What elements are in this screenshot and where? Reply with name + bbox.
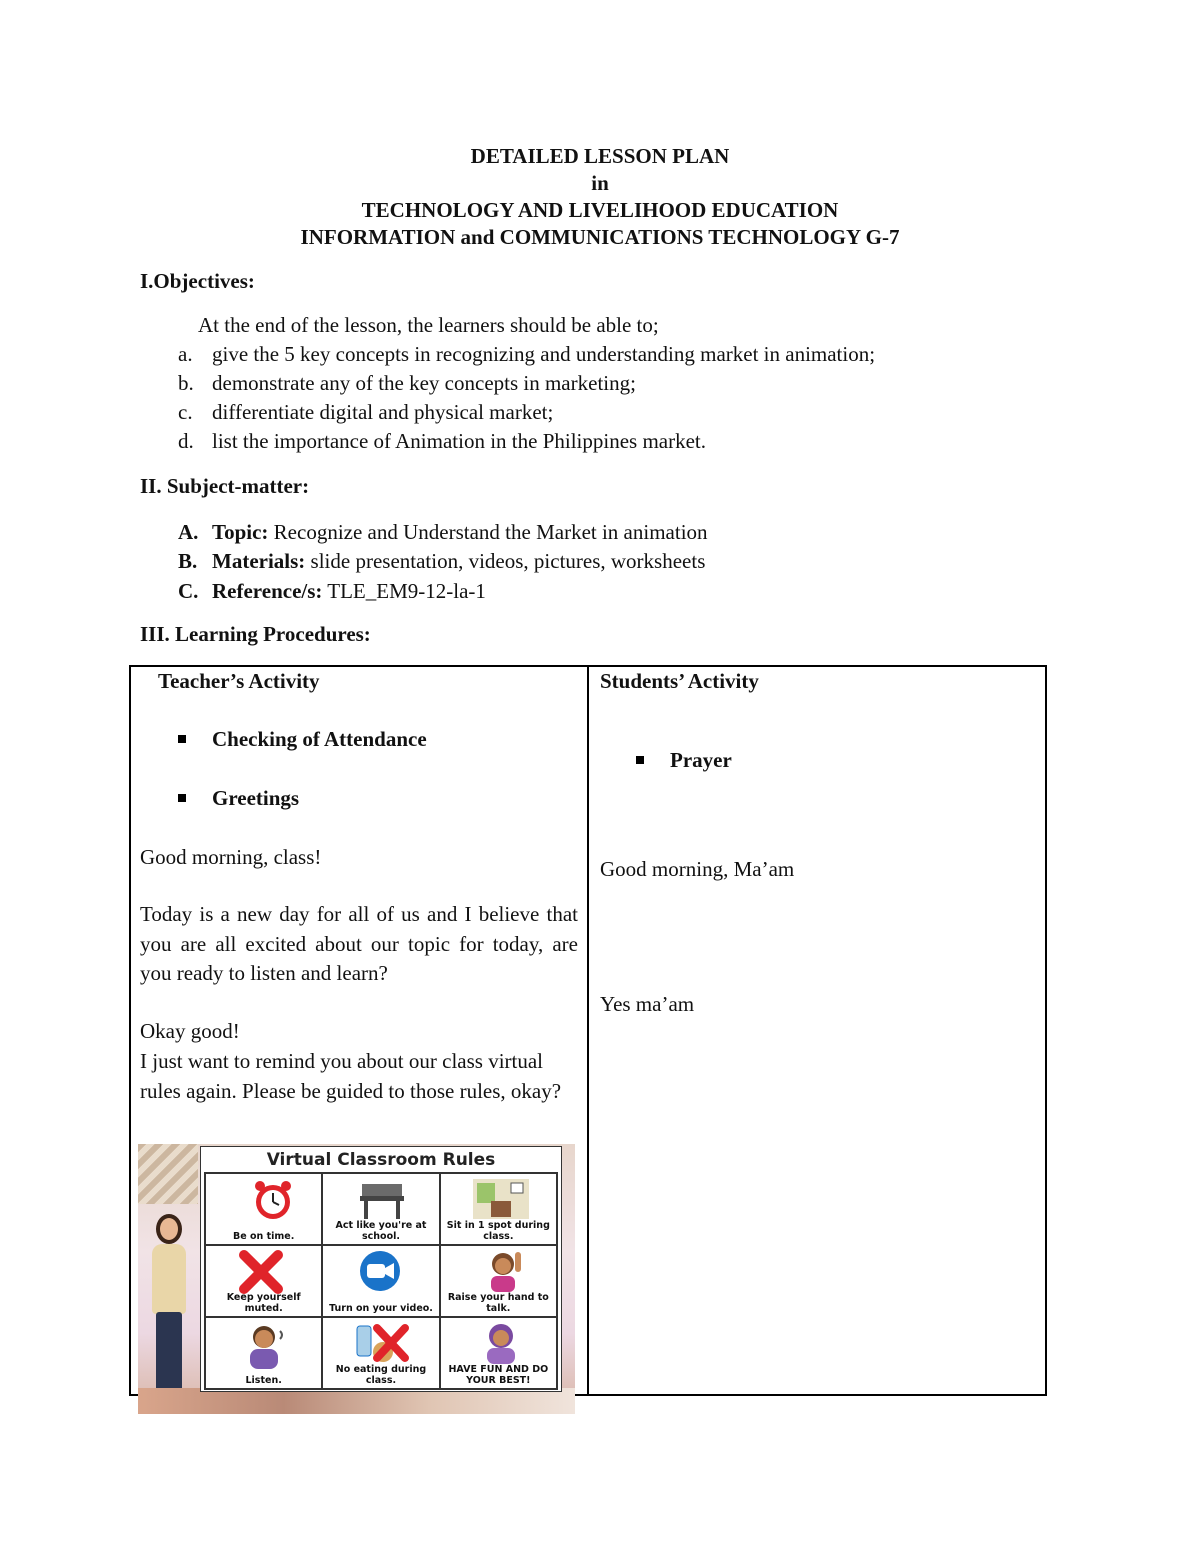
subject-key: Reference/s: <box>212 579 323 603</box>
subject-value: TLE_EM9-12-la-1 <box>327 579 486 603</box>
objective-text: demonstrate any of the key concepts in marketing; <box>212 371 636 395</box>
subject-key: Topic: <box>212 520 269 544</box>
objective-text: differentiate digital and physical market; <box>212 400 554 424</box>
subject-item-topic <box>178 518 708 547</box>
objectives-intro: At the end of the lesson, the learners should be able to; <box>198 313 659 337</box>
rule-caption: Be on time. <box>232 1231 295 1242</box>
doc-title: DETAILED LESSON PLAN <box>470 144 730 168</box>
rule-cell <box>322 1317 439 1389</box>
subject-matter-heading: II. Subject-matter: <box>140 474 310 498</box>
red-x-icon <box>236 1249 286 1295</box>
video-camera-icon <box>355 1249 405 1295</box>
teacher-bullet-attendance <box>178 727 427 752</box>
desk-icon <box>357 1178 407 1224</box>
rule-cell <box>440 1317 557 1389</box>
student-activity-header: Students’ Activity <box>600 669 759 693</box>
subject-item-reference <box>178 577 486 606</box>
subject-key: Materials: <box>212 549 306 573</box>
rule-caption: Sit in 1 spot during class. <box>446 1220 550 1242</box>
no-food-icon <box>349 1320 413 1370</box>
teacher-activity-header: Teacher’s Activity <box>158 669 320 693</box>
objective-item <box>178 398 553 427</box>
rules-grid <box>204 1172 558 1390</box>
subject-letter: C. <box>178 579 199 603</box>
subject-value: slide presentation, videos, pictures, worksheets <box>310 549 706 573</box>
doc-title-in: in <box>591 171 609 195</box>
rule-caption: Keep yourself muted. <box>226 1292 301 1314</box>
teacher-greeting: Good morning, class! <box>140 845 322 869</box>
objective-text: give the 5 key concepts in recognizing and understanding market in animation; <box>212 342 876 366</box>
rule-caption: Raise your hand to talk. <box>447 1292 549 1314</box>
objectives-heading: I.Objectives: <box>140 269 255 293</box>
rule-cell <box>440 1245 557 1317</box>
doc-subject-detail: INFORMATION and COMMUNICATIONS TECHNOLOGY G-7 <box>300 225 900 249</box>
objective-item <box>178 369 636 398</box>
objective-text: list the importance of Animation in the Philippines market. <box>212 429 707 453</box>
subject-item-materials <box>178 547 705 576</box>
rule-cell <box>205 1317 322 1389</box>
bullet-label: Greetings <box>212 786 300 810</box>
teacher-okay-line: Okay good! <box>140 1019 240 1043</box>
subject-letter: A. <box>178 520 199 544</box>
square-bullet-icon <box>178 794 186 802</box>
doc-subject: TECHNOLOGY AND LIVELIHOOD EDUCATION <box>361 198 839 222</box>
objective-letter: c. <box>178 400 193 424</box>
rule-cell <box>205 1245 322 1317</box>
objective-item <box>178 340 875 369</box>
bullet-label: Prayer <box>670 748 732 772</box>
table-column-divider <box>587 665 589 1396</box>
teacher-rules-reminder: I just want to remind you about our class virtual rules again. Please be guided to those rules, okay? <box>140 1049 562 1103</box>
rules-title: Virtual Classroom Rules <box>266 1150 496 1170</box>
objective-letter: b. <box>178 371 194 395</box>
teacher-avatar-icon <box>146 1214 192 1404</box>
student-bullet-prayer <box>636 748 732 773</box>
objective-letter: d. <box>178 429 194 453</box>
raised-hand-icon <box>479 1248 529 1294</box>
rule-caption: No eating during class. <box>335 1364 427 1386</box>
objective-letter: a. <box>178 342 193 366</box>
rule-caption: Listen. <box>245 1375 282 1386</box>
rule-cell <box>322 1245 439 1317</box>
rule-caption: Act like you're at school. <box>335 1220 427 1242</box>
procedures-heading: III. Learning Procedures: <box>140 622 371 646</box>
rule-caption: HAVE FUN AND DO YOUR BEST! <box>448 1364 549 1386</box>
teacher-intro-paragraph: Today is a new day for all of us and I believe that you are all excited about our topic for today, are you ready to listen and learn? <box>140 902 578 985</box>
square-bullet-icon <box>636 756 644 764</box>
rule-cell <box>322 1173 439 1245</box>
bullet-label: Checking of Attendance <box>212 727 427 751</box>
teacher-bullet-greetings <box>178 786 299 811</box>
virtual-classroom-rules-image <box>138 1144 575 1414</box>
listening-child-icon <box>240 1321 290 1371</box>
rule-cell <box>440 1173 557 1245</box>
objective-item <box>178 427 706 456</box>
room-icon <box>471 1177 531 1221</box>
student-ready-reply: Yes ma’am <box>600 992 695 1016</box>
subject-value: Recognize and Understand the Market in animation <box>273 520 708 544</box>
rule-caption: Turn on your video. <box>329 1303 433 1314</box>
rope-decoration <box>138 1144 198 1204</box>
square-bullet-icon <box>178 735 186 743</box>
subject-letter: B. <box>178 549 198 573</box>
rules-card <box>200 1146 562 1392</box>
clock-icon <box>248 1178 298 1224</box>
rule-cell <box>205 1173 322 1245</box>
happy-child-icon <box>477 1320 527 1366</box>
student-greeting-reply: Good morning, Ma’am <box>600 857 795 881</box>
